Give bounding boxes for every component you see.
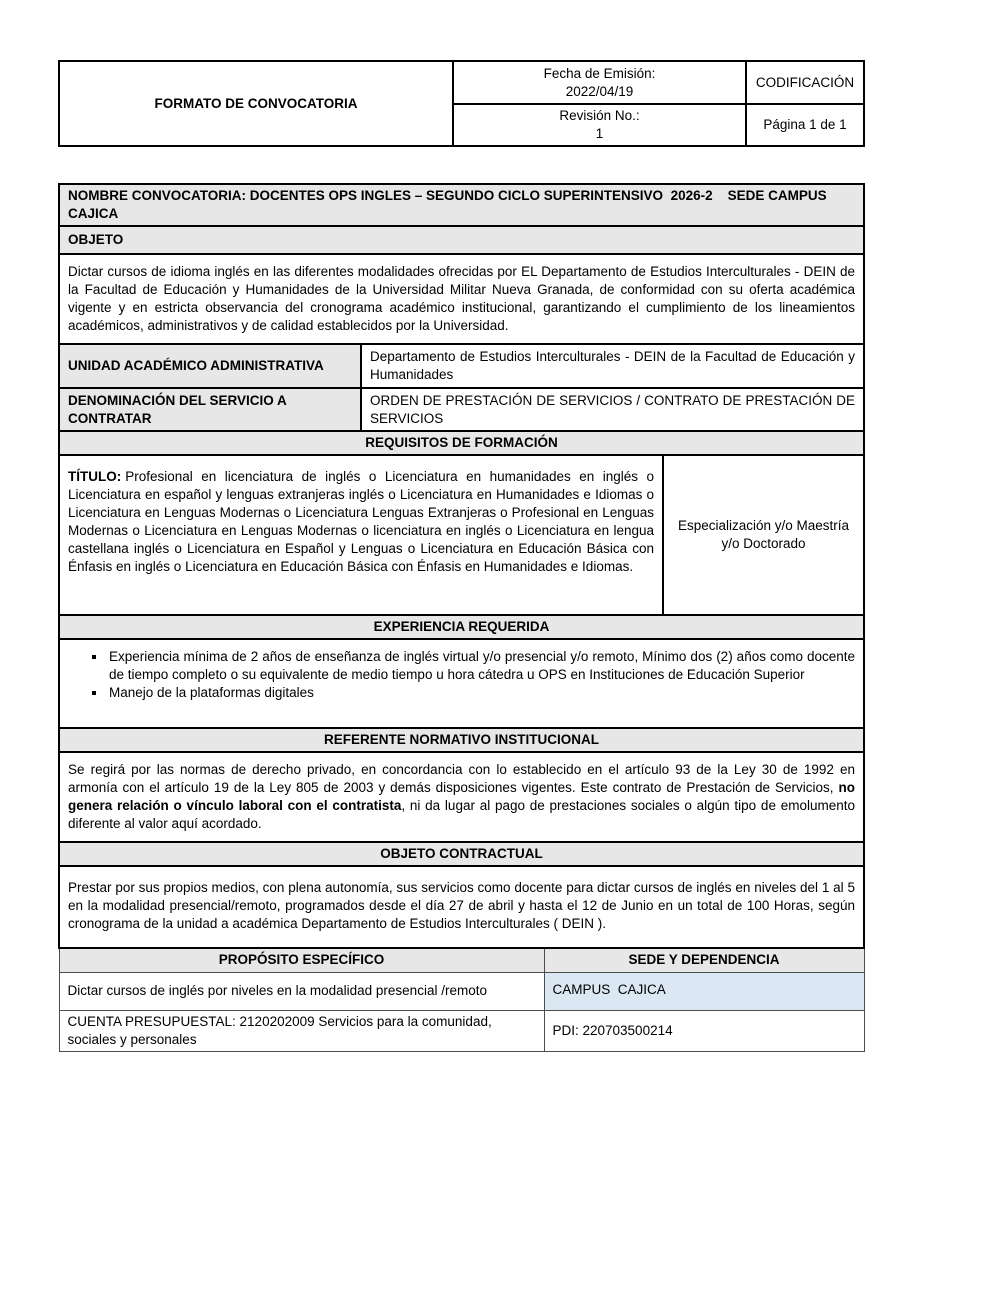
- posgrado-cell: Especialización y/o Maestría y/o Doctorado: [663, 455, 864, 615]
- format-title: FORMATO DE CONVOCATORIA: [59, 61, 453, 146]
- objeto-text: Dictar cursos de idioma inglés en las diferentes modalidades ofrecidas por EL Departamento de Estudios Interculturales - DEIN de la Facultad de Educación y Humanidades de la Universidad Militar Nueva Granada, de conformidad con su oferta académica vigente y en estricta observancia del cronograma académico institucional, garantizando el cumplimiento de los lineamientos académicos, administrativos y de calidad establecidos por la Universidad.: [59, 254, 864, 344]
- referente-normativo-header: REFERENTE NORMATIVO INSTITUCIONAL: [59, 728, 864, 752]
- objeto-section-header: OBJETO: [59, 226, 864, 254]
- sede-dependencia-value: CAMPUS CAJICA: [544, 972, 864, 1010]
- format-header-table: [58, 60, 865, 147]
- cuenta-presupuestal-value: CUENTA PRESUPUESTAL: 2120202009 Servicios para la comunidad, sociales y personales: [59, 1010, 544, 1051]
- proposito-especifico-header: PROPÓSITO ESPECÍFICO: [59, 948, 544, 972]
- experiencia-requerida-header: EXPERIENCIA REQUERIDA: [59, 615, 864, 639]
- revision-label: Revisión No.:: [559, 108, 640, 123]
- referente-text-bold: no genera relación o vínculo laboral con el contratista: [68, 780, 855, 813]
- experiencia-cell: [59, 639, 864, 728]
- objeto-contractual-text: Prestar por sus propios medios, con plena autonomía, sus servicios como docente para dictar cursos de inglés en niveles del 1 al 5 en la modalidad presencial/remoto, programados desde el día 27 de abril y hasta el 12 de Junio en un total de 100 Horas, según cronograma de la unidad a académica Departamento de Estudios Interculturales ( DEIN ).: [59, 866, 864, 948]
- nombre-convocatoria-row: NOMBRE CONVOCATORIA: DOCENTES OPS INGLES – SEGUNDO CICLO SUPERINTENSIVO 2026-2 SEDE CAMPUS CAJICA: [59, 184, 864, 226]
- fecha-emision-label: Fecha de Emisión:: [543, 65, 656, 81]
- sede-dependencia-header: SEDE Y DEPENDENCIA: [544, 948, 864, 972]
- referente-text-part2: , ni da lugar al pago de prestaciones sociales o algún tipo de emolumento diferente al valor aquí acordado.: [68, 798, 855, 831]
- unidad-academica-value: Departamento de Estudios Interculturales - DEIN de la Facultad de Educación y Humanidades: [361, 344, 864, 388]
- proposito-especifico-value: Dictar cursos de inglés por niveles en la modalidad presencial /remoto: [59, 972, 544, 1010]
- fecha-emision-value: 2022/04/19: [565, 83, 634, 99]
- fecha-emision-cell: [453, 61, 746, 104]
- objeto-contractual-header: OBJETO CONTRACTUAL: [59, 842, 864, 866]
- denominacion-servicio-label: DENOMINACIÓN DEL SERVICIO A CONTRATAR: [59, 388, 361, 431]
- titulo-label: TÍTULO:: [68, 469, 122, 484]
- revision-value: 1: [595, 126, 604, 141]
- referente-normativo-text: [59, 752, 864, 842]
- experiencia-item: ▪ Experiencia mínima de 2 años de enseñanza de inglés virtual y/o presencial y/o remoto, Mínimo dos (2) años como docente de tiempo completo o su equivalente de medio tiempo u hora cátedra u OPS en Instituciones de Educación Superior: [107, 648, 855, 684]
- titulo-text: Profesional en licenciatura de inglés o Licenciatura en humanidades en inglés o Licenciatura en español y lenguas extranjeras inglés o Licenciatura en Humanidades e Idiomas o Licenciatura en Lenguas Modernas o Licenciatura Lenguas Extranjeras o Profesional en Lenguas Modernas o Licenciatura en Lenguas Modernas o licenciatura en inglés o Licenciatura en lengua castellana inglés o Licenciatura en Español y Lenguas o Licenciatura en Educación Básica con Énfasis en inglés o Licenciatura en Educación Básica con Énfasis en Humanidades e Idiomas.: [68, 469, 654, 574]
- requisitos-formacion-header: REQUISITOS DE FORMACIÓN: [59, 431, 864, 455]
- titulo-cell: [59, 455, 663, 615]
- codificacion-cell: CODIFICACIÓN: [746, 61, 864, 104]
- referente-text-part1: Se regirá por las normas de derecho privado, en concordancia con lo establecido en el artículo 93 de la Ley 30 de 1992 en armonía con el artículo 19 de la Ley 805 de 2003 y demás disposiciones vigentes. Este contrato de Prestación de Servicios,: [68, 762, 855, 795]
- convocatoria-table: [58, 183, 865, 1052]
- revision-cell: [453, 104, 746, 146]
- experiencia-list: [78, 648, 855, 702]
- pdi-value: PDI: 220703500214: [544, 1010, 864, 1051]
- pagina-cell: Página 1 de 1: [746, 104, 864, 146]
- experiencia-item: ▪ Manejo de la plataformas digitales: [107, 684, 855, 702]
- denominacion-servicio-value: ORDEN DE PRESTACIÓN DE SERVICIOS / CONTRATO DE PRESTACIÓN DE SERVICIOS: [361, 388, 864, 431]
- unidad-academica-label: UNIDAD ACADÉMICO ADMINISTRATIVA: [59, 344, 361, 388]
